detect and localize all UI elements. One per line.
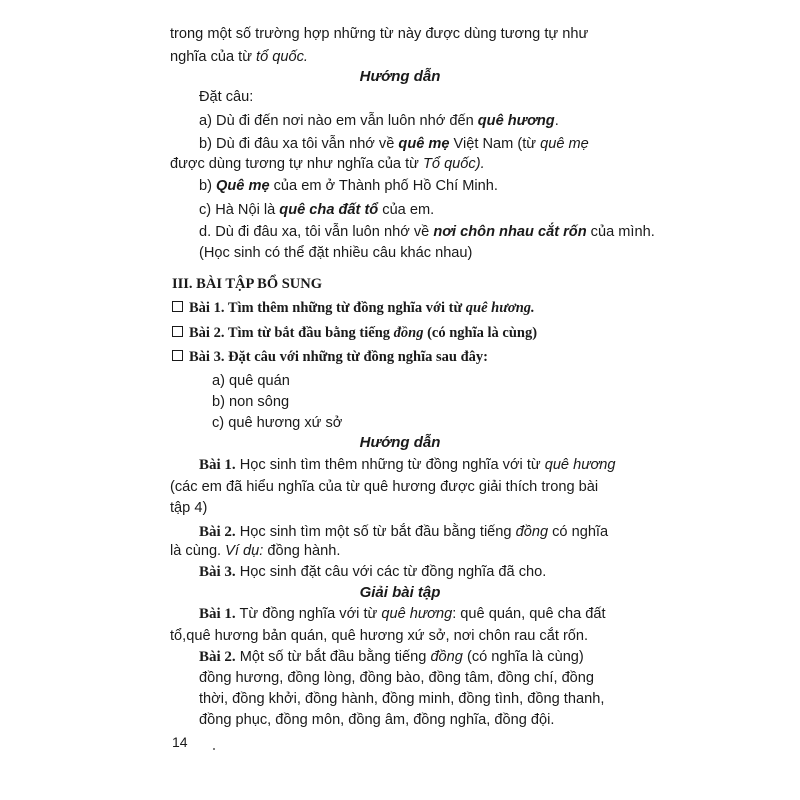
- solution-bai1-line-2: tổ,quê hương bản quán, quê hương xứ sở, nơi chôn rau cắt rốn.: [170, 628, 589, 644]
- solution-bai2-line-1: Bài 2. Một số từ bắt đầu bằng tiếng đồng (có nghĩa là cùng): [199, 649, 584, 665]
- guide-bai2-line-1: Bài 2. Học sinh tìm một số từ bắt đầu bằng tiếng đồng có nghĩa: [199, 524, 609, 540]
- example-b2: b) Quê mẹ của em ở Thành phố Hồ Chí Minh.: [199, 178, 498, 194]
- exercise-3: Bài 3. Đặt câu với những từ đồng nghĩa sau đây:: [172, 347, 488, 367]
- guide-bai2-line-2: là cùng. Ví dụ: đồng hành.: [170, 543, 341, 559]
- guide-title-2: Hướng dẫn: [359, 434, 441, 451]
- intro-line-1: trong một số trường hợp những từ này được dùng tương tự như: [170, 26, 589, 42]
- solution-bai2-line-3: thời, đồng khởi, đồng hành, đồng minh, đồng tình, đồng thanh,: [199, 691, 605, 707]
- example-b-line-2: được dùng tương tự như nghĩa của từ Tổ quốc).: [170, 156, 485, 172]
- solution-bai2-line-2: đồng hương, đồng lòng, đồng bào, đồng tâm, đồng chí, đồng: [199, 670, 595, 686]
- section-heading: III. BÀI TẬP BỔ SUNG: [172, 276, 323, 292]
- solution-title: Giải bài tập: [359, 584, 441, 601]
- checkbox-icon: [172, 326, 183, 337]
- exercise-2: Bài 2. Tìm từ bắt đầu bằng tiếng đồng (có nghĩa là cùng): [172, 323, 537, 343]
- example-b-line-1: b) Dù đi đâu xa tôi vẫn nhớ về quê mẹ Việt Nam (từ quê mẹ: [199, 136, 589, 152]
- exercise-1: Bài 1. Tìm thêm những từ đồng nghĩa với từ quê hương.: [172, 298, 535, 318]
- option-a: a) quê quán: [212, 373, 290, 389]
- dat-cau-label: Đặt câu:: [199, 89, 254, 105]
- example-note: (Học sinh có thể đặt nhiều câu khác nhau): [199, 245, 473, 261]
- guide-bai3-line-1: Bài 3. Học sinh đặt câu với các từ đồng nghĩa đã cho.: [199, 564, 547, 580]
- solution-bai1-line-1: Bài 1. Từ đồng nghĩa với từ quê hương: quê quán, quê cha đất: [199, 606, 606, 622]
- checkbox-icon: [172, 301, 183, 312]
- page-number: 14: [172, 734, 188, 750]
- guide-bai1-line-3: tập 4): [170, 500, 208, 516]
- intro-line-2: nghĩa của từ tổ quốc.: [170, 49, 308, 65]
- example-d: d. Dù đi đâu xa, tôi vẫn luôn nhớ về nơi chôn nhau cắt rốn của mình.: [199, 224, 655, 240]
- speck-mark: [213, 748, 215, 750]
- example-c: c) Hà Nội là quê cha đất tổ của em.: [199, 202, 435, 218]
- solution-bai2-line-4: đồng phục, đồng môn, đồng âm, đồng nghĩa, đồng đội.: [199, 712, 555, 728]
- guide-bai1-line-2: (các em đã hiểu nghĩa của từ quê hương được giải thích trong bài: [170, 479, 599, 495]
- guide-bai1-line-1: Bài 1. Học sinh tìm thêm những từ đồng nghĩa với từ quê hương: [199, 457, 616, 473]
- checkbox-icon: [172, 350, 183, 361]
- option-c: c) quê hương xứ sở: [212, 415, 343, 431]
- guide-title-1: Hướng dẫn: [359, 68, 441, 85]
- option-b: b) non sông: [212, 394, 290, 410]
- example-a: a) Dù đi đến nơi nào em vẫn luôn nhớ đến quê hương.: [199, 113, 559, 129]
